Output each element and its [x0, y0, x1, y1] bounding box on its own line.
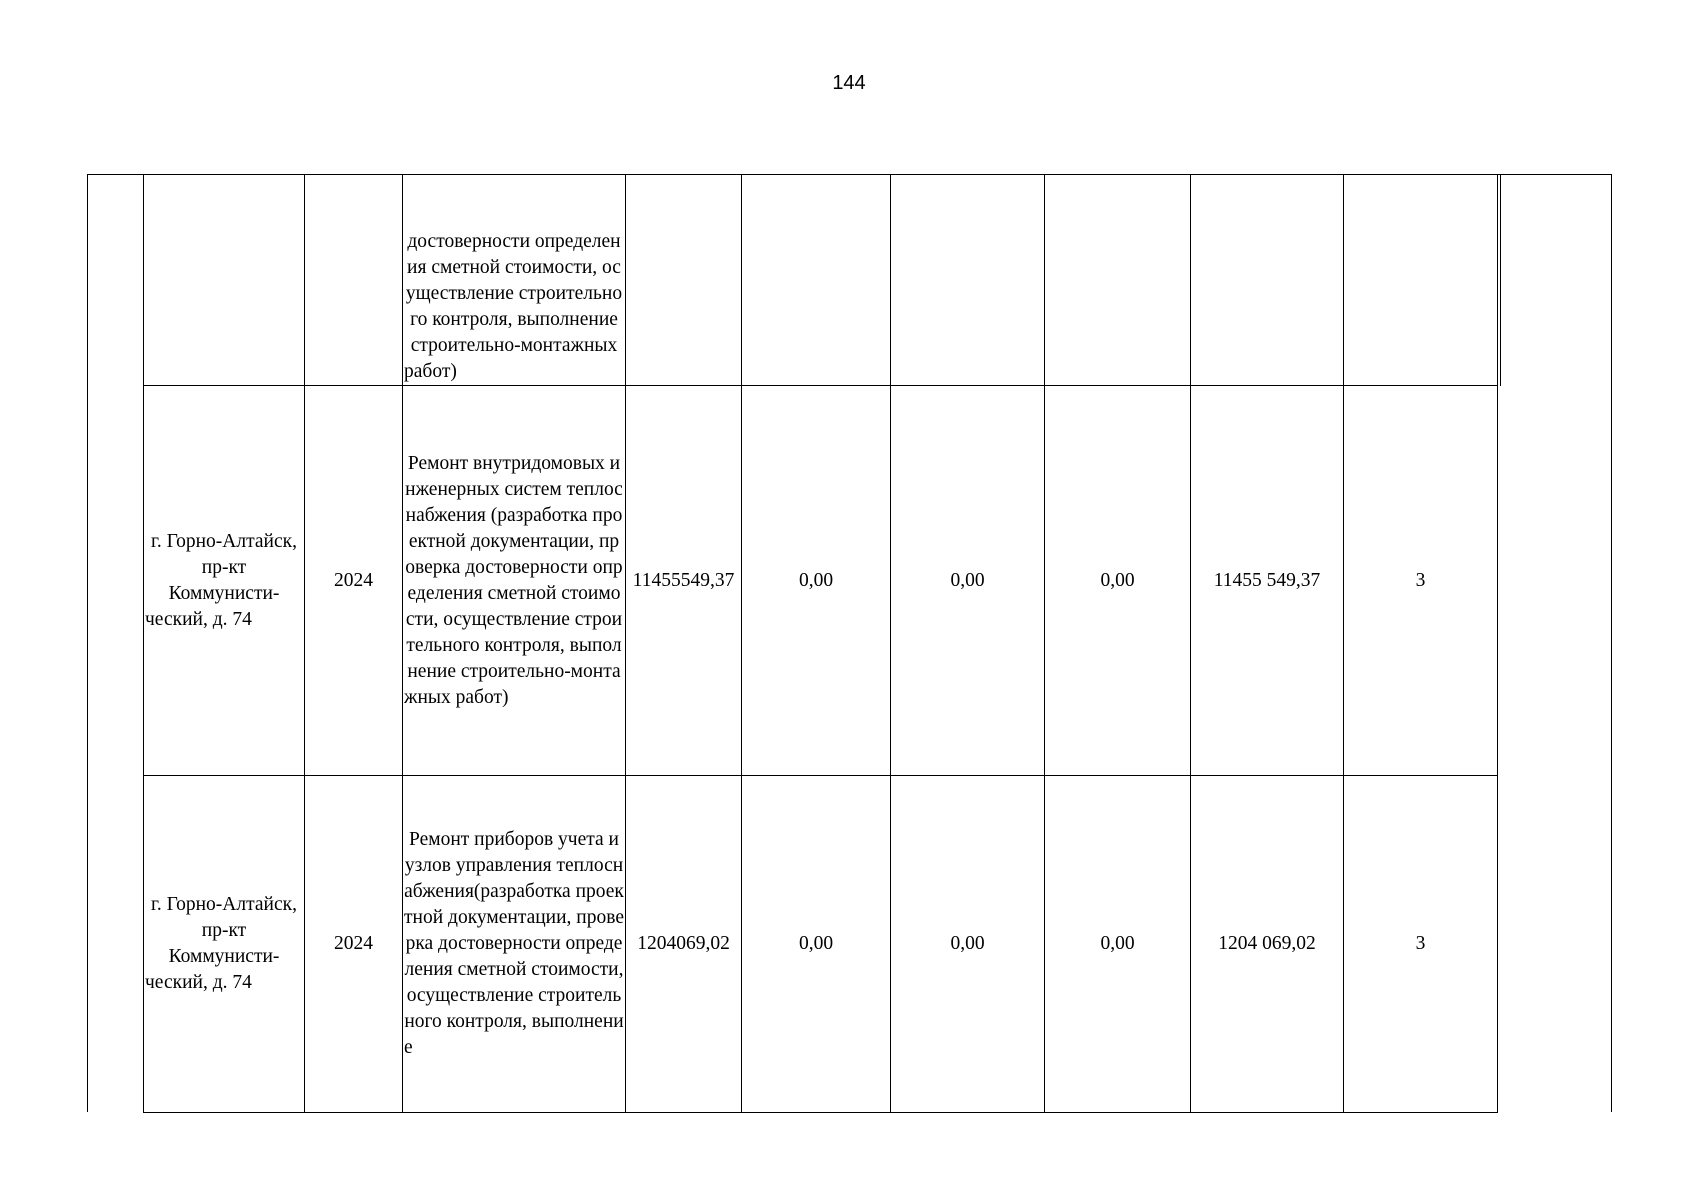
work-description-cell: Ремонт приборов учета и узлов управления теплоснабжения(разработка проектной документации, проверка достоверности определения сметной стоимости, осуществление строительного контроля, выполнение [403, 776, 626, 1113]
local-budget-cell: 0,00 [1045, 386, 1191, 776]
address-cell [144, 175, 305, 386]
owners-funds-cell [1191, 175, 1344, 386]
year-cell [305, 175, 403, 386]
frame-right-rule [1611, 174, 1612, 1112]
owners-funds-cell: 11455 549,37 [1191, 386, 1344, 776]
fund-cell [742, 175, 891, 386]
total-cost-cell [626, 175, 742, 386]
region-budget-cell: 0,00 [891, 386, 1045, 776]
method-cell: 3 [1344, 386, 1498, 776]
region-budget-cell [891, 175, 1045, 386]
page-number: 144 [832, 72, 866, 94]
total-cost-cell: 11455549,37 [626, 386, 742, 776]
table-row [144, 175, 1498, 386]
fund-cell: 0,00 [742, 386, 891, 776]
work-description-cell: достоверности определения сметной стоимости, осуществление строительного контроля, выполнение строительно-монтажных работ) [403, 175, 626, 386]
table-row [144, 386, 1498, 776]
frame-left-rule [87, 174, 88, 1112]
frame-inner-right-rule [1500, 174, 1501, 386]
address-cell: г. Горно-Алтайск, пр-кт Коммунисти-ческий, д. 74 [144, 776, 305, 1113]
year-cell: 2024 [305, 776, 403, 1113]
work-description-cell: Ремонт внутридомовых инженерных систем теплоснабжения (разработка проектной документации, проверка достоверности определения сметной стоимости, осуществление строительного контроля, выполнение строительно-монтажных работ) [403, 386, 626, 776]
year-cell: 2024 [305, 386, 403, 776]
method-cell: 3 [1344, 776, 1498, 1113]
repair-program-table [143, 174, 1498, 1113]
region-budget-cell: 0,00 [891, 776, 1045, 1113]
local-budget-cell [1045, 175, 1191, 386]
table-row [144, 776, 1498, 1113]
local-budget-cell: 0,00 [1045, 776, 1191, 1113]
owners-funds-cell: 1204 069,02 [1191, 776, 1344, 1113]
fund-cell: 0,00 [742, 776, 891, 1113]
address-cell: г. Горно-Алтайск, пр-кт Коммунисти-ческий, д. 74 [144, 386, 305, 776]
total-cost-cell: 1204069,02 [626, 776, 742, 1113]
method-cell [1344, 175, 1498, 386]
